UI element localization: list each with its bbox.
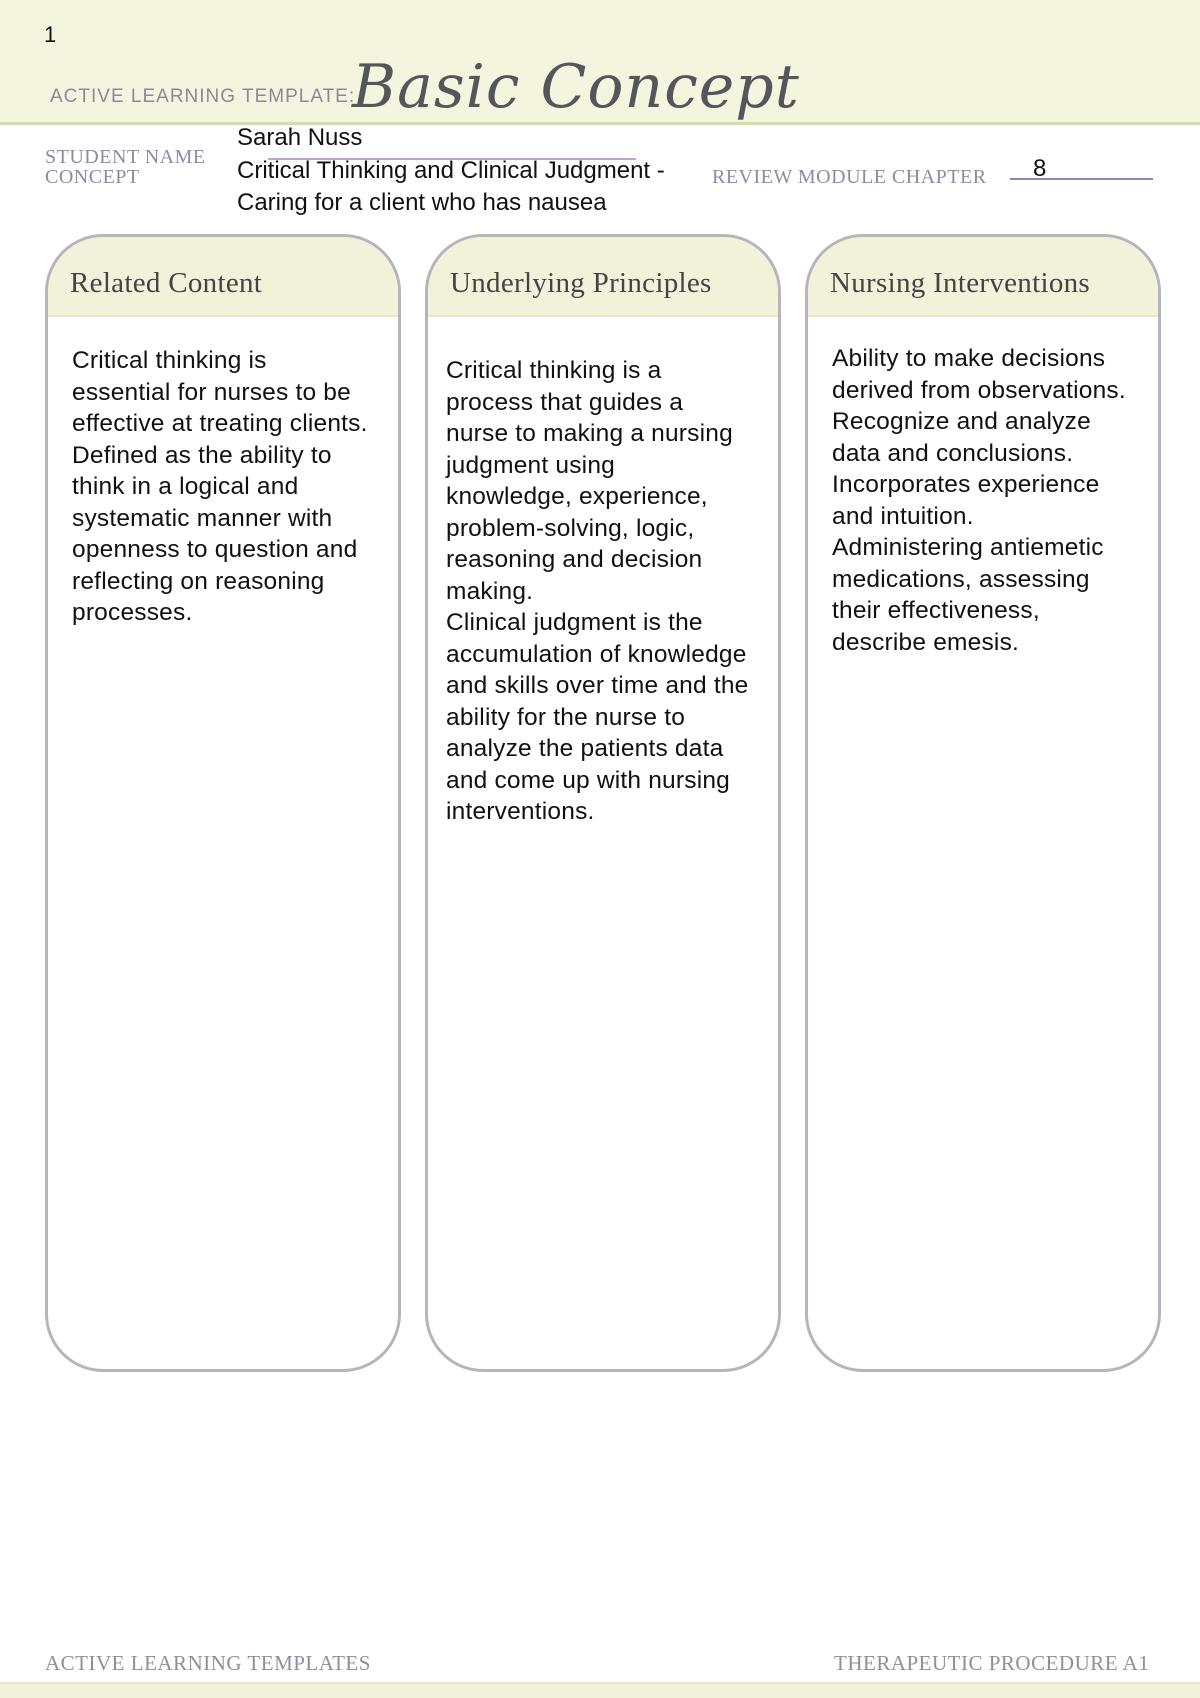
template-label: ACTIVE LEARNING TEMPLATE: bbox=[50, 86, 356, 107]
student-name-field[interactable]: Sarah Nuss bbox=[237, 124, 363, 151]
concept-field[interactable]: Critical Thinking and Clinical Judgment - Caring for a client who has nausea bbox=[237, 157, 665, 216]
underlying-principles-text[interactable]: Critical thinking is a process that guides a nurse to making a nursing judgment using knowledge, experience, problem-solving, logic, reasoning and decision making. Clinical judgment is the accumulation of knowledge and skills over time and the ability for the nurse to analyze the patients data and come up with nursing interventions. bbox=[446, 357, 749, 825]
related-content-text[interactable]: Critical thinking is essential for nurses to be effective at treating clients. Defined as the ability to think in a logical and systematic manner with openness to question and reflecting on reasoning processes. bbox=[72, 347, 368, 626]
review-module-label: REVIEW MODULE CHAPTER bbox=[712, 166, 987, 188]
nursing-interventions-card bbox=[805, 234, 1161, 1372]
footer-right-label: THERAPEUTIC PROCEDURE A1 bbox=[834, 1651, 1150, 1675]
student-name-label: STUDENT NAME bbox=[45, 146, 206, 168]
review-module-underline bbox=[1010, 178, 1153, 180]
template-title: Basic Concept bbox=[352, 52, 800, 122]
nursing-interventions-text[interactable]: Ability to make decisions derived from observations. Recognize and analyze data and conclusions. Incorporates experience and intuition. Administering antiemetic medications, assessing their effectiveness, describe emesis. bbox=[832, 345, 1126, 656]
concept-label: CONCEPT bbox=[45, 166, 140, 188]
related-content-title: Related Content bbox=[48, 237, 398, 317]
review-module-field[interactable]: 8 bbox=[1033, 155, 1047, 182]
nursing-interventions-title: Nursing Interventions bbox=[808, 237, 1158, 317]
footer-left-label: ACTIVE LEARNING TEMPLATES bbox=[45, 1651, 371, 1675]
page-number: 1 bbox=[44, 22, 57, 47]
underlying-principles-card bbox=[425, 234, 781, 1372]
related-content-card bbox=[45, 234, 401, 1372]
underlying-principles-title: Underlying Principles bbox=[428, 237, 778, 317]
